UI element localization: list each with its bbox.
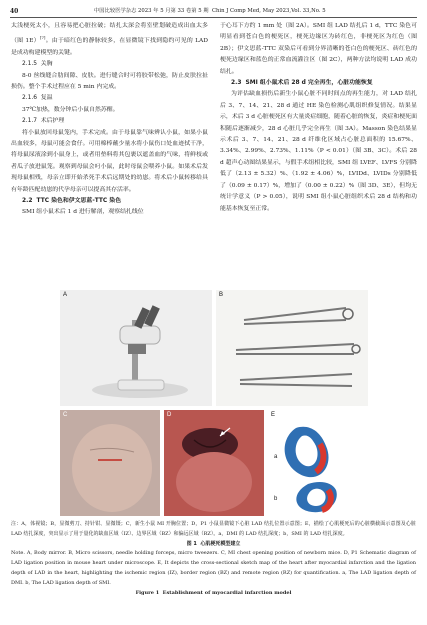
paragraph: 于心耳下方约 1 mm 处（图 2A）。SMI 组 LAD 结扎后 1 d，TTC 染色可明显看到苍白色的梗死区，梗死边缘区为砖红色，非梗死区为红色（图 2B）；伊文思蓝-TTC 双染后可看到分界清晰的苍白色的梗死区、砖红色的梗死边缘区和蓝色的正常血流灌注区（图 2C），两种方法均说明 LAD 成功结扎。 xyxy=(220,23,417,75)
section-heading: 2.1.6 复温 xyxy=(22,95,53,102)
caption-note-cn: 注：A，体视镜；B，显微剪刀、持针钳、显微镊；C，新生小鼠 MI 开胸位置；D，P1 小鼠显微镜下心脏 LAD 结扎位置示意图；E，描绘了心肌梗死后的心脏横截面示意图及心脏 LAD 结扎深度，突出显示了用于量化的缺血区域（IZ）、边界区域（BZ）和偏远区域（RZ）。a，DMI 的 LAD 结扎深度；b，SMI 的 LAD 结扎深度。 xyxy=(11,521,416,537)
panel-c xyxy=(60,410,160,516)
section-heading: 2.1.7 术后护理 xyxy=(22,118,65,125)
panel-label: B xyxy=(219,292,224,298)
stereo-microscope-image xyxy=(60,290,212,406)
paragraph: 为评估缺血损伤后新生小鼠心脏不同时间点的再生能力，对 LAD 结扎后 3、7、14、21、28 d 通过 HE 染色检测心肌组织修复情况。结果显示，术后 3 d 心脏梗死区有大量炎症细胞，随着心脏的恢复，炎症和梗死面积随后逐渐减少，28 d 心脏几乎完全再生（图 3A）。Masson 染色结果显示术后 3、7、14、21、28 d 纤维化区域占心脏总面积的 15.67%、3.34%、2.99%、2.73%、1.11%（P < 0.01）（图 3B、3C）。术后 28 d 超声心动图结果显示，与假手术组相比较，SMI 组 LVEF、LVFS 分别降低了（2.13 ± 5.32）%、（1.92 ± 4.06）%，LVIDd、LVIDs 分别降低了（0.09 ± 0.17）%，增加了（0.00 ± 0.22）%（图 3D、3E），但均无统计学意义（P > 0.05），说明 SMI 组小鼠心脏组织术后 28 d 结构和功能基本恢复至正常。 xyxy=(220,91,417,212)
journal-citation: 中国比较医学杂志 2023 年 5 月第 33 卷第 5 期 Chin J Comp Med, May 2023,Vol. 33,No. 5 xyxy=(94,8,326,14)
figure-title-cn: 图 1 心肌梗死模型建立 xyxy=(186,540,241,547)
mouse-chest-image xyxy=(60,410,160,516)
page-number: 40 xyxy=(10,8,19,15)
section-heading: 2.1.5 关胸 xyxy=(22,61,53,68)
panel-label: C xyxy=(63,412,68,418)
panel-label: D xyxy=(167,412,172,418)
sub-label-a: a xyxy=(274,454,278,460)
heart-cross-section-diagram xyxy=(268,410,368,516)
panel-a xyxy=(60,290,212,406)
panel-e xyxy=(268,410,368,516)
left-column xyxy=(11,21,208,219)
section-heading: 2.2 TTC 染色和伊文思蓝-TTC 染色 xyxy=(22,198,122,205)
figure-1 xyxy=(60,290,368,516)
section-heading: 2.3 SMI 组小鼠术后 28 d 完全再生，心脏功能恢复 xyxy=(231,80,373,87)
panel-label: A xyxy=(63,292,68,298)
paragraph: 8-0 丝线缝合肋间隙、皮肤。进行缝合时可将胶带松弛，防止皮肤拉扯损伤。整个手术过程应在 5 min 内完成。 xyxy=(11,72,208,90)
caption-note-en: Note. A, Body mirror. B, Micro scissors, needle holding forceps, micro tweezers. C, MI chest opening position of newborn mice. D, P1 Schematic diagram of LAD ligation position in mouse heart under microscope. E, It depicts the cross-sectional sketch map of the heart after myocardial infarction and the ligation depth of LAD in the heart, highlighting the ischemic region (IZ), border region (BZ) and remote region (RZ) for quantification. a, The LAD ligation depth of DMI. b, The LAD ligation depth of SMI. xyxy=(11,550,416,586)
right-column xyxy=(220,21,417,215)
heart-microscope-image xyxy=(164,410,264,516)
micro-instruments-image xyxy=(216,290,368,406)
paragraph: 37℃加热，数分钟后小鼠自然苏醒。 xyxy=(22,106,119,113)
paragraph: 将小鼠放回母鼠笼内，手术完成。由于母鼠靠气味辨认小鼠，如果小鼠出血较多，母鼠可能会食仔。可用棉棒蘸少量水将小鼠伤口处血迹拭干净，将母鼠尿液涂到小鼠身上，或者用垫料将其包裹以遮盖血的气味，将鲜枝或者瓜子放进鼠笼。观察到母鼠会叼小鼠，此时母鼠会喂养小鼠。如果术后发现母鼠相残，母亲立即开始杀死手术后远期处的幼崽。将术后小鼠转移给具有年龄匹配幼崽的代孕母亲可以提高其存活率。 xyxy=(11,129,208,193)
paragraph: 太浅梗死太小，且容易把心脏拉破；结扎太深会将室壁划破造成出血太多（图 1E）[7]。由于暗红色的静脉较多，在显微镜下找到隐约可见的 LAD 是成功构建模型的关键。 xyxy=(11,23,209,56)
panel-d xyxy=(164,410,264,516)
running-header xyxy=(10,6,417,18)
sub-label-b: b xyxy=(274,496,278,502)
panel-b xyxy=(216,290,368,406)
figure-caption xyxy=(11,520,416,598)
citation-ref: [7] xyxy=(39,35,46,41)
panel-label: E xyxy=(271,412,276,418)
figure-title-en: Figure 1 Establishment of myocardial infarction model xyxy=(135,589,292,596)
paragraph: SMI 组小鼠术后 1 d 进行解剖，观察结扎线位 xyxy=(22,209,144,216)
